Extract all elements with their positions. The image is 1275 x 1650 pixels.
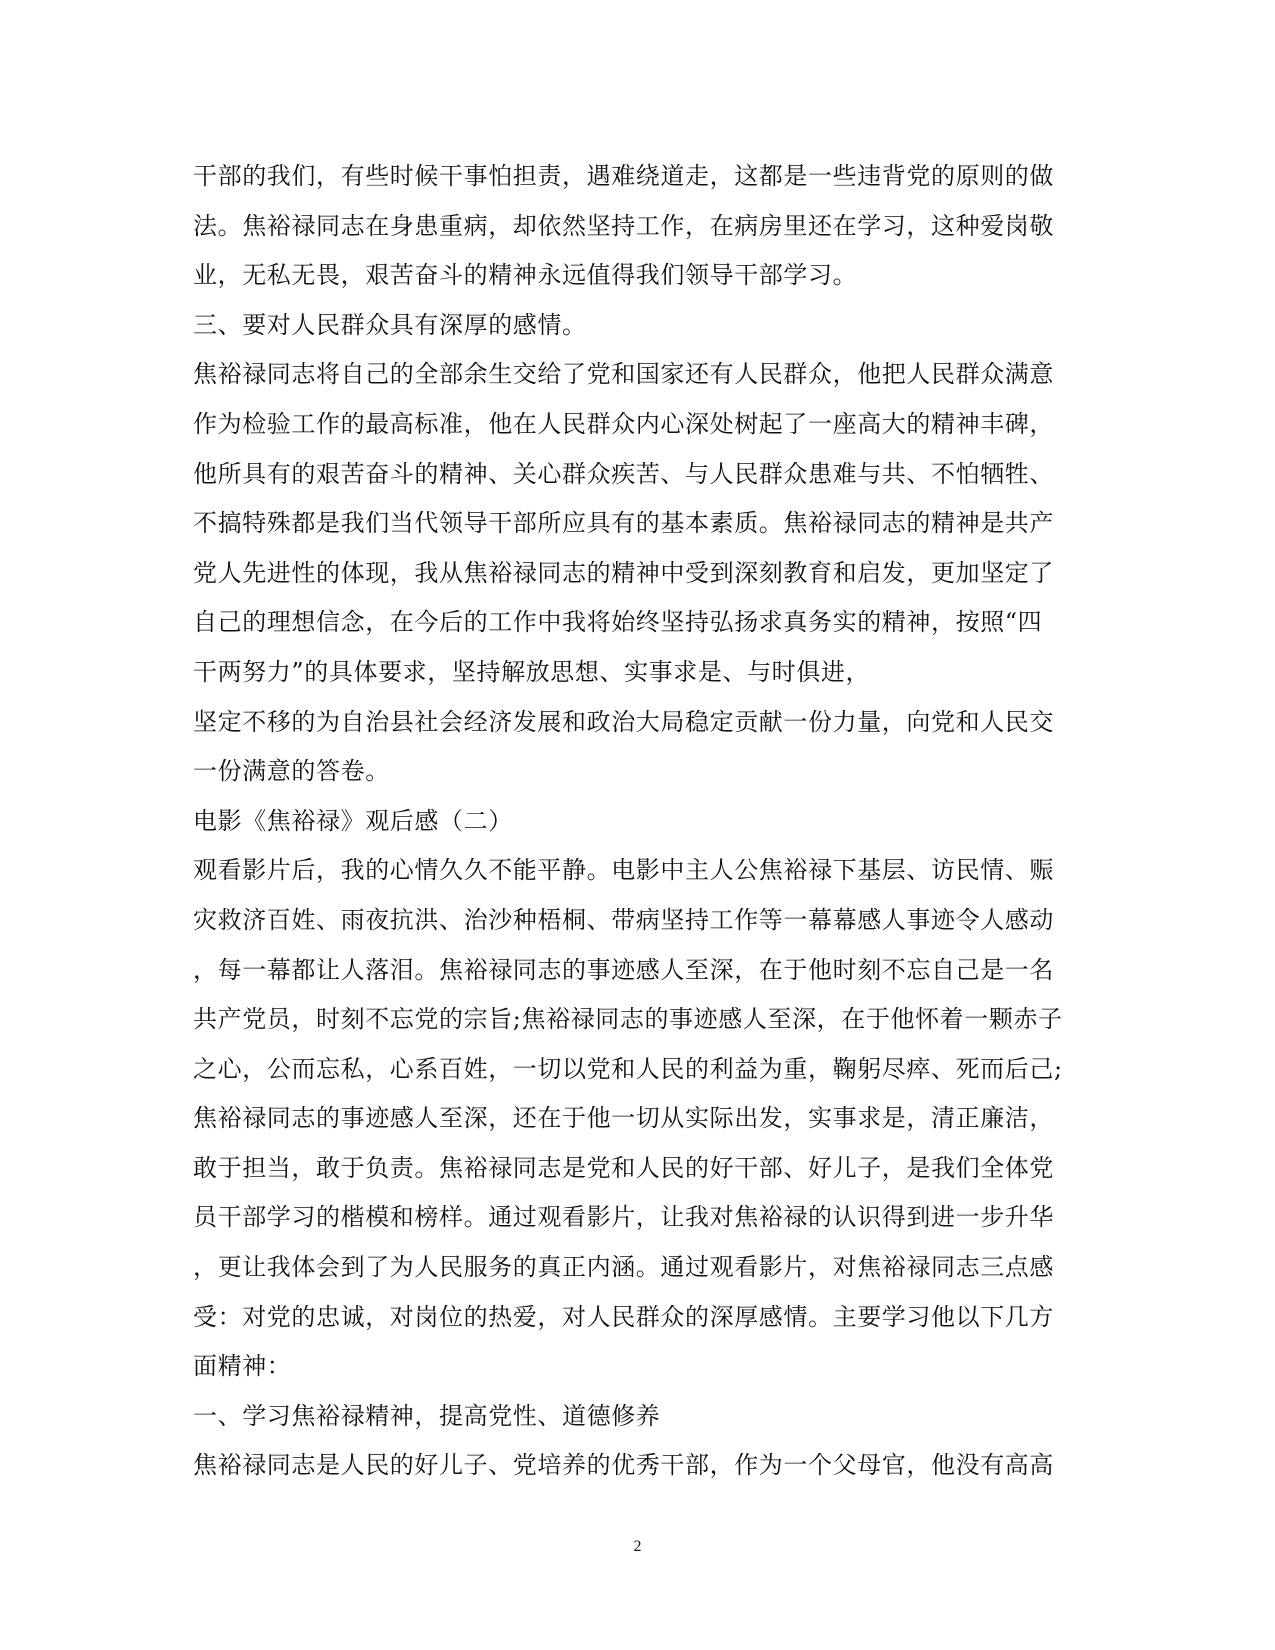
text-line: 干部的我们，有些时候干事怕担责，遇难绕道走，这都是一些违背党的原则的做 <box>193 162 1054 190</box>
section-heading: 一、学习焦裕禄精神，提高党性、道德修养 <box>193 1401 661 1430</box>
text-line: 灾救济百姓、雨夜抗洪、治沙种梧桐、带病坚持工作等一幕幕感人事迹令人感动 <box>193 905 1054 934</box>
text-line: 焦裕禄同志将自己的全部余生交给了党和国家还有人民群众，他把人民群众满意 <box>193 360 1054 389</box>
text-line: 他所具有的艰苦奋斗的精神、关心群众疾苦、与人民群众患难与共、不怕牺牲、 <box>193 459 1054 488</box>
text-line: 党人先进性的体现，我从焦裕禄同志的精神中受到深刻教育和启发，更加坚定了 <box>193 558 1054 587</box>
text-line: 共产党员，时刻不忘党的宗旨;焦裕禄同志的事迹感人至深，在于他怀着一颗赤子 <box>193 1005 1063 1034</box>
text-line: 作为检验工作的最高标准，他在人民群众内心深处树起了一座高大的精神丰碑， <box>193 409 1054 438</box>
text-line: 一份满意的答卷。 <box>193 757 390 786</box>
article-title: 电影《焦裕禄》观后感（二） <box>193 806 513 835</box>
text-line: 业，无私无畏，艰苦奋斗的精神永远值得我们领导干部学习。 <box>193 261 858 290</box>
body-text <box>193 152 1093 1491</box>
section-heading: 三、要对人民群众具有深厚的感情。 <box>193 310 587 339</box>
text-line: 观看影片后，我的心情久久不能平静。电影中主人公焦裕禄下基层、访民情、赈 <box>193 856 1054 885</box>
text-line: 焦裕禄同志是人民的好儿子、党培养的优秀干部，作为一个父母官，他没有高高 <box>193 1451 1054 1480</box>
text-line: 员干部学习的楷模和榜样。通过观看影片，让我对焦裕禄的认识得到进一步升华 <box>193 1203 1054 1232</box>
text-line: 干两努力”的具体要求，坚持解放思想、实事求是、与时俱进， <box>193 657 871 686</box>
text-line: 法。焦裕禄同志在身患重病，却依然坚持工作，在病房里还在学习，这种爱岗敬 <box>193 211 1054 240</box>
text-line: 坚定不移的为自治县社会经济发展和政治大局稳定贡献一份力量，向党和人民交 <box>193 707 1054 736</box>
text-line: 之心，公而忘私，心系百姓，一切以党和人民的利益为重，鞠躬尽瘁、死而后己; <box>193 1054 1063 1083</box>
text-line: ，更让我体会到了为人民服务的真正内涵。通过观看影片，对焦裕禄同志三点感 <box>193 1253 1054 1282</box>
text-line: 面精神： <box>193 1352 292 1381</box>
text-line: 受：对党的忠诚，对岗位的热爱，对人民群众的深厚感情。主要学习他以下几方 <box>193 1302 1054 1331</box>
text-line: 焦裕禄同志的事迹感人至深，还在于他一切从实际出发，实事求是，清正廉洁， <box>193 1104 1054 1133</box>
text-line: 自己的理想信念，在今后的工作中我将始终坚持弘扬求真务实的精神，按照“四 <box>193 608 1043 637</box>
page-number: 2 <box>633 1538 642 1555</box>
text-line: 不搞特殊都是我们当代领导干部所应具有的基本素质。焦裕禄同志的精神是共产 <box>193 509 1054 538</box>
text-line: 敢于担当，敢于负责。焦裕禄同志是党和人民的好干部、好儿子，是我们全体党 <box>193 1153 1054 1182</box>
text-line: ，每一幕都让人落泪。焦裕禄同志的事迹感人至深，在于他时刻不忘自己是一名 <box>193 955 1054 984</box>
